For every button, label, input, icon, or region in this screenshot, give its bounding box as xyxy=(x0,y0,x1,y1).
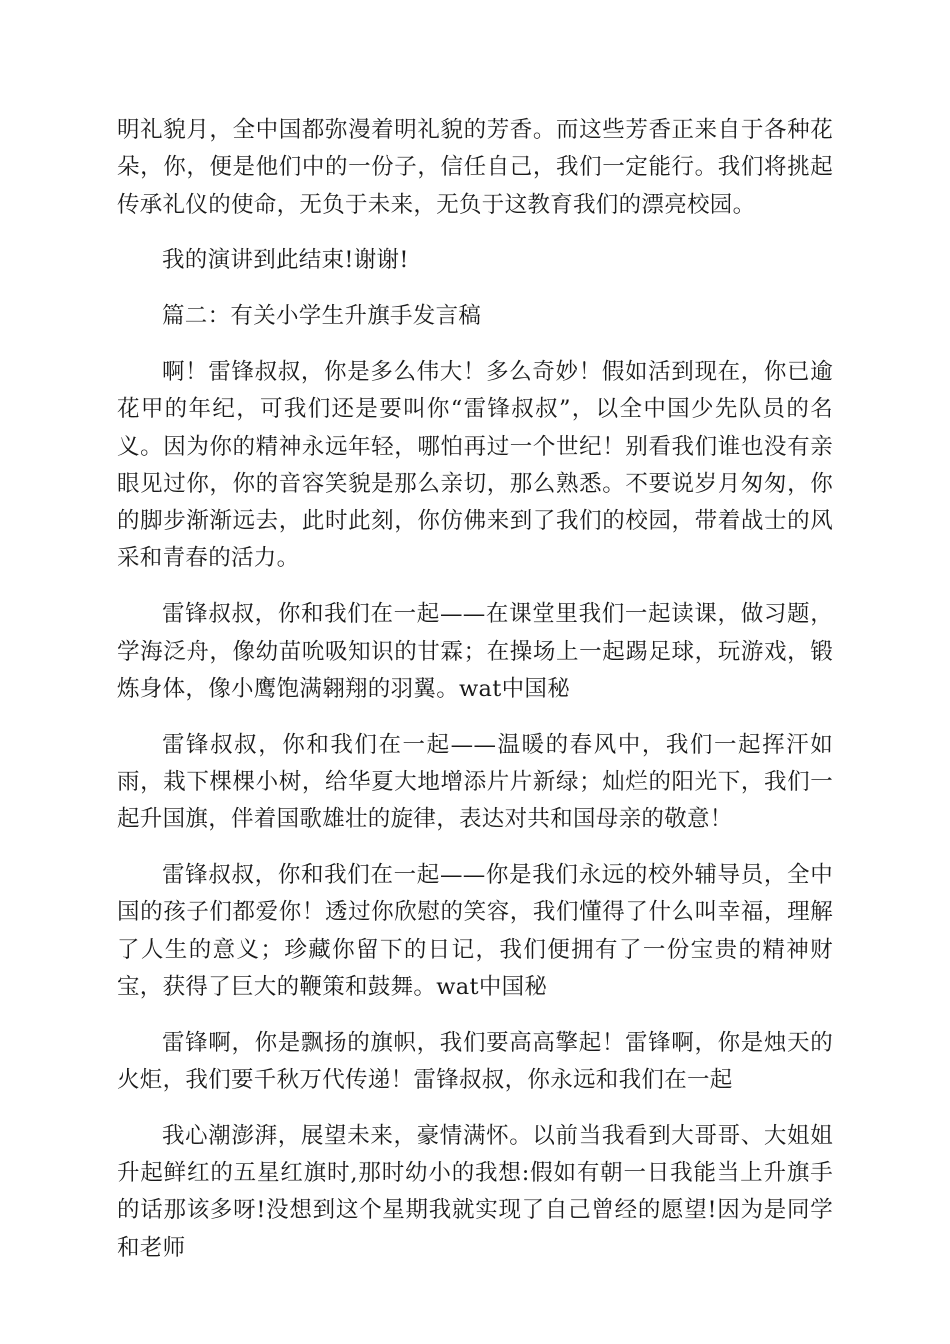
paragraph: 啊！雷锋叔叔，你是多么伟大！多么奇妙！假如活到现在，你已逾花甲的年纪，可我们还是要叫你“雷锋叔叔”，以全中国少先队员的名义。因为你的精神永远年轻，哪怕再过一个世纪！别看我们谁也没有亲眼见过你，你的音容笑貌是那么亲切，那么熟悉。不要说岁月匆匆，你的脚步渐渐远去，此时此刻，你仿佛来到了我们的校园，带着战士的风采和青春的活力。 xyxy=(117,358,833,572)
document-body xyxy=(117,112,833,1286)
section-heading: 篇二：有关小学生升旗手发言稿 xyxy=(162,303,482,330)
paragraph: 我心潮澎湃，展望未来，豪情满怀。以前当我看到大哥哥、大姐姐升起鲜红的五星红旗时,那时幼小的我想:假如有朝一日我能当上升旗手的话那该多呀!没想到这个星期我就实现了自己曾经的愿望!因为是同学和老师 xyxy=(117,1122,833,1261)
paragraph: 雷锋叔叔，你和我们在一起——在课堂里我们一起读课，做习题，学海泛舟，像幼苗吮吸知识的甘霖；在操场上一起踢足球，玩游戏，锻炼身体，像小鹰饱满翱翔的羽翼。wat中国秘 xyxy=(117,601,833,702)
paragraph-continuation: 明礼貌月，全中国都弥漫着明礼貌的芳香。而这些芳香正来自于各种花朵，你，便是他们中的一份子，信任自己，我们一定能行。我们将挑起传承礼仪的使命，无负于未来，无负于这教育我们的漂亮校园。 xyxy=(117,117,833,218)
paragraph: 雷锋叔叔，你和我们在一起——你是我们永远的校外辅导员，全中国的孩子们都爱你！透过你欣慰的笑容，我们懂得了什么叫幸福，理解了人生的意义；珍藏你留下的日记，我们便拥有了一份宝贵的精神财宝，获得了巨大的鞭策和鼓舞。wat中国秘 xyxy=(117,862,833,1000)
paragraph: 雷锋啊，你是飘扬的旗帜，我们要高高擎起！雷锋啊，你是烛天的火炬，我们要千秋万代传递！雷锋叔叔，你永远和我们在一起 xyxy=(117,1029,833,1094)
paragraph-closing: 我的演讲到此结束!谢谢! xyxy=(162,247,409,274)
paragraph: 雷锋叔叔，你和我们在一起——温暖的春风中，我们一起挥汗如雨，栽下棵棵小树，给华夏大地增添片片新绿；灿烂的阳光下，我们一起升国旗，伴着国歌雄壮的旋律，表达对共和国母亲的敬意！ xyxy=(117,731,833,833)
